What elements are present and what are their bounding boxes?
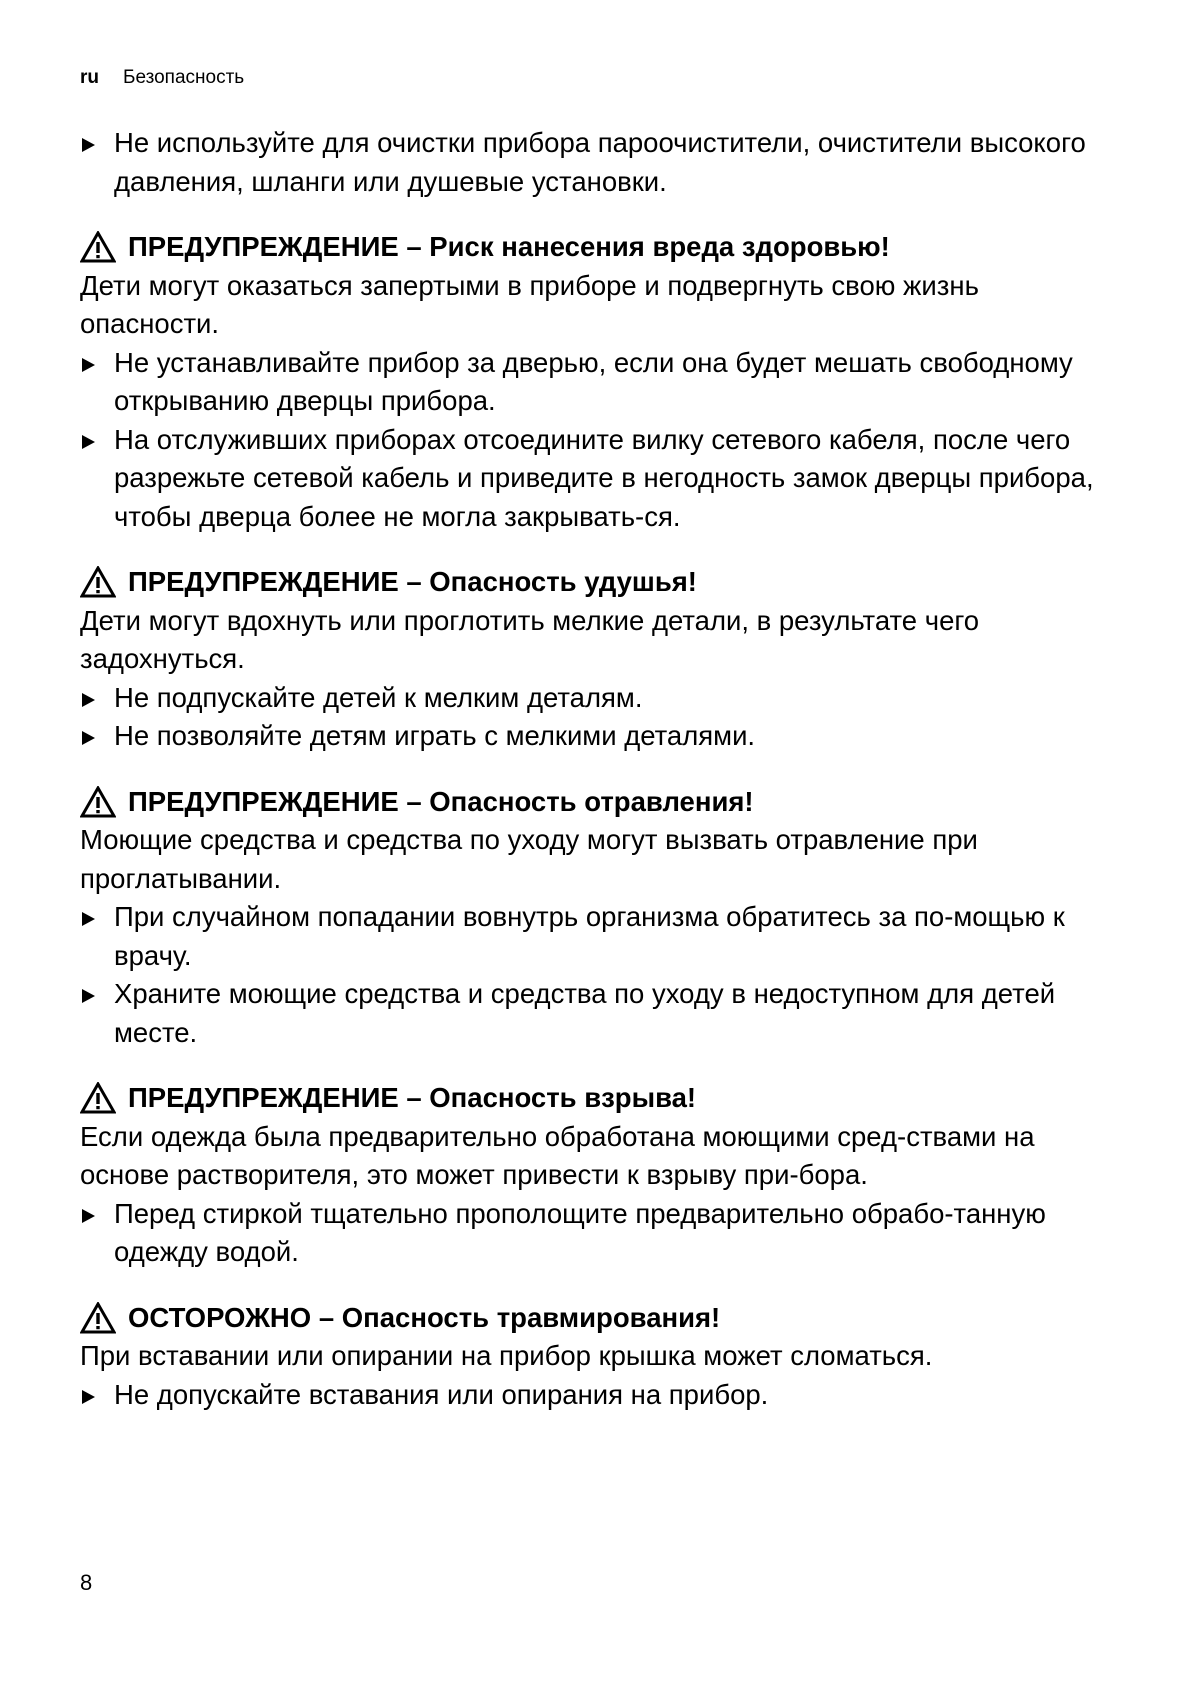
list-item-text: Не подпускайте детей к мелким деталям. bbox=[114, 681, 643, 713]
list-item-text: Не допускайте вставания или опирания на прибор. bbox=[114, 1378, 769, 1410]
warning-triangle-icon bbox=[80, 566, 116, 598]
warning-heading bbox=[80, 1079, 1120, 1118]
triangle-bullet-icon bbox=[82, 989, 95, 1003]
warning-section-suffocation bbox=[80, 563, 1120, 756]
list-item bbox=[80, 1376, 1120, 1415]
signal-word: ОСТОРОЖНО bbox=[128, 1301, 312, 1333]
separator: – bbox=[398, 231, 430, 262]
signal-word: ПРЕДУПРЕЖДЕНИЕ bbox=[128, 1082, 399, 1113]
list-item bbox=[80, 124, 1120, 201]
triangle-bullet-icon bbox=[82, 138, 95, 152]
list-item bbox=[80, 1195, 1120, 1272]
hazard-description: Моющие средства и средства по уходу могут вызвать отравление при проглатывании. bbox=[80, 824, 978, 894]
warning-triangle-icon bbox=[80, 231, 116, 263]
list-item bbox=[80, 344, 1120, 421]
signal-word: ПРЕДУПРЕЖДЕНИЕ bbox=[128, 785, 399, 817]
page-content bbox=[80, 124, 1120, 1414]
hazard-description: Если одежда была предварительно обработана моющими сред-ствами на основе растворителя, это может привести к взрыву при-бора. bbox=[80, 1120, 1035, 1190]
triangle-bullet-icon bbox=[82, 435, 95, 449]
list-item bbox=[80, 679, 1120, 718]
hazard-description: Дети могут вдохнуть или проглотить мелкие детали, в результате чего задохнуться. bbox=[80, 604, 980, 674]
separator: – bbox=[398, 785, 430, 817]
warning-triangle-icon bbox=[80, 786, 116, 818]
hazard-description: Дети могут оказаться запертыми в приборе и подвергнуть свою жизнь опасности. bbox=[80, 269, 979, 339]
list-item-text: Перед стиркой тщательно прополощите предварительно обрабо-танную одежду водой. bbox=[114, 1197, 1046, 1267]
warning-section-health-risk bbox=[80, 228, 1120, 536]
list-item-text: Не используйте для очистки прибора пароочистители, очистители высокого давления, шланги или душевые установки. bbox=[114, 127, 1086, 197]
signal-word: ПРЕДУПРЕЖДЕНИЕ bbox=[128, 231, 399, 262]
list-item-text: На отслуживших приборах отсоедините вилку сетевого кабеля, после чего разрежьте сетевой кабель и приведите в негодность замок дверцы прибора, чтобы дверца более не могла закрывать-ся. bbox=[114, 423, 1094, 532]
separator: – bbox=[398, 1082, 430, 1113]
list-item-text: При случайном попадании вовнутрь организма обратитесь за по-мощью к врачу. bbox=[114, 901, 1065, 971]
warning-heading bbox=[80, 1299, 1120, 1338]
list-item-text: Не позволяйте детям играть с мелкими деталями. bbox=[114, 720, 756, 751]
section-title: Безопасность bbox=[123, 67, 245, 88]
signal-word: ПРЕДУПРЕЖДЕНИЕ bbox=[128, 566, 399, 597]
list-item bbox=[80, 898, 1120, 975]
hazard-description: При вставании или опирании на прибор крышка может сломаться. bbox=[80, 1340, 933, 1371]
hazard-title: Опасность отравления! bbox=[429, 785, 754, 817]
list-item bbox=[80, 975, 1120, 1052]
caution-section-injury bbox=[80, 1299, 1120, 1415]
page-number: 8 bbox=[80, 1570, 93, 1595]
warning-section-poisoning bbox=[80, 783, 1120, 1053]
triangle-bullet-icon bbox=[82, 912, 95, 926]
warning-triangle-icon bbox=[80, 1302, 116, 1334]
list-item-text: Не устанавливайте прибор за дверью, если она будет мешать свободному открыванию дверцы прибора. bbox=[114, 346, 1073, 416]
triangle-bullet-icon bbox=[82, 731, 95, 745]
warning-heading bbox=[80, 783, 1120, 822]
list-item bbox=[80, 717, 1120, 756]
warning-heading bbox=[80, 228, 1120, 267]
triangle-bullet-icon bbox=[82, 358, 95, 372]
triangle-bullet-icon bbox=[82, 693, 95, 707]
hazard-title: Опасность удушья! bbox=[429, 566, 697, 597]
list-item-text: Храните моющие средства и средства по уходу в недоступном для детей месте. bbox=[114, 978, 1056, 1048]
separator: – bbox=[398, 566, 430, 597]
language-code: ru bbox=[80, 67, 99, 88]
hazard-title: Опасность травмирования! bbox=[341, 1301, 721, 1333]
triangle-bullet-icon bbox=[82, 1209, 95, 1223]
hazard-title: Риск нанесения вреда здоровью! bbox=[429, 231, 890, 262]
warning-triangle-icon bbox=[80, 1082, 116, 1114]
page-header bbox=[80, 66, 244, 90]
separator: – bbox=[311, 1301, 342, 1333]
hazard-title: Опасность взрыва! bbox=[429, 1082, 697, 1113]
list-item bbox=[80, 421, 1120, 537]
triangle-bullet-icon bbox=[82, 1390, 95, 1404]
warning-heading bbox=[80, 563, 1120, 602]
warning-section-explosion bbox=[80, 1079, 1120, 1272]
